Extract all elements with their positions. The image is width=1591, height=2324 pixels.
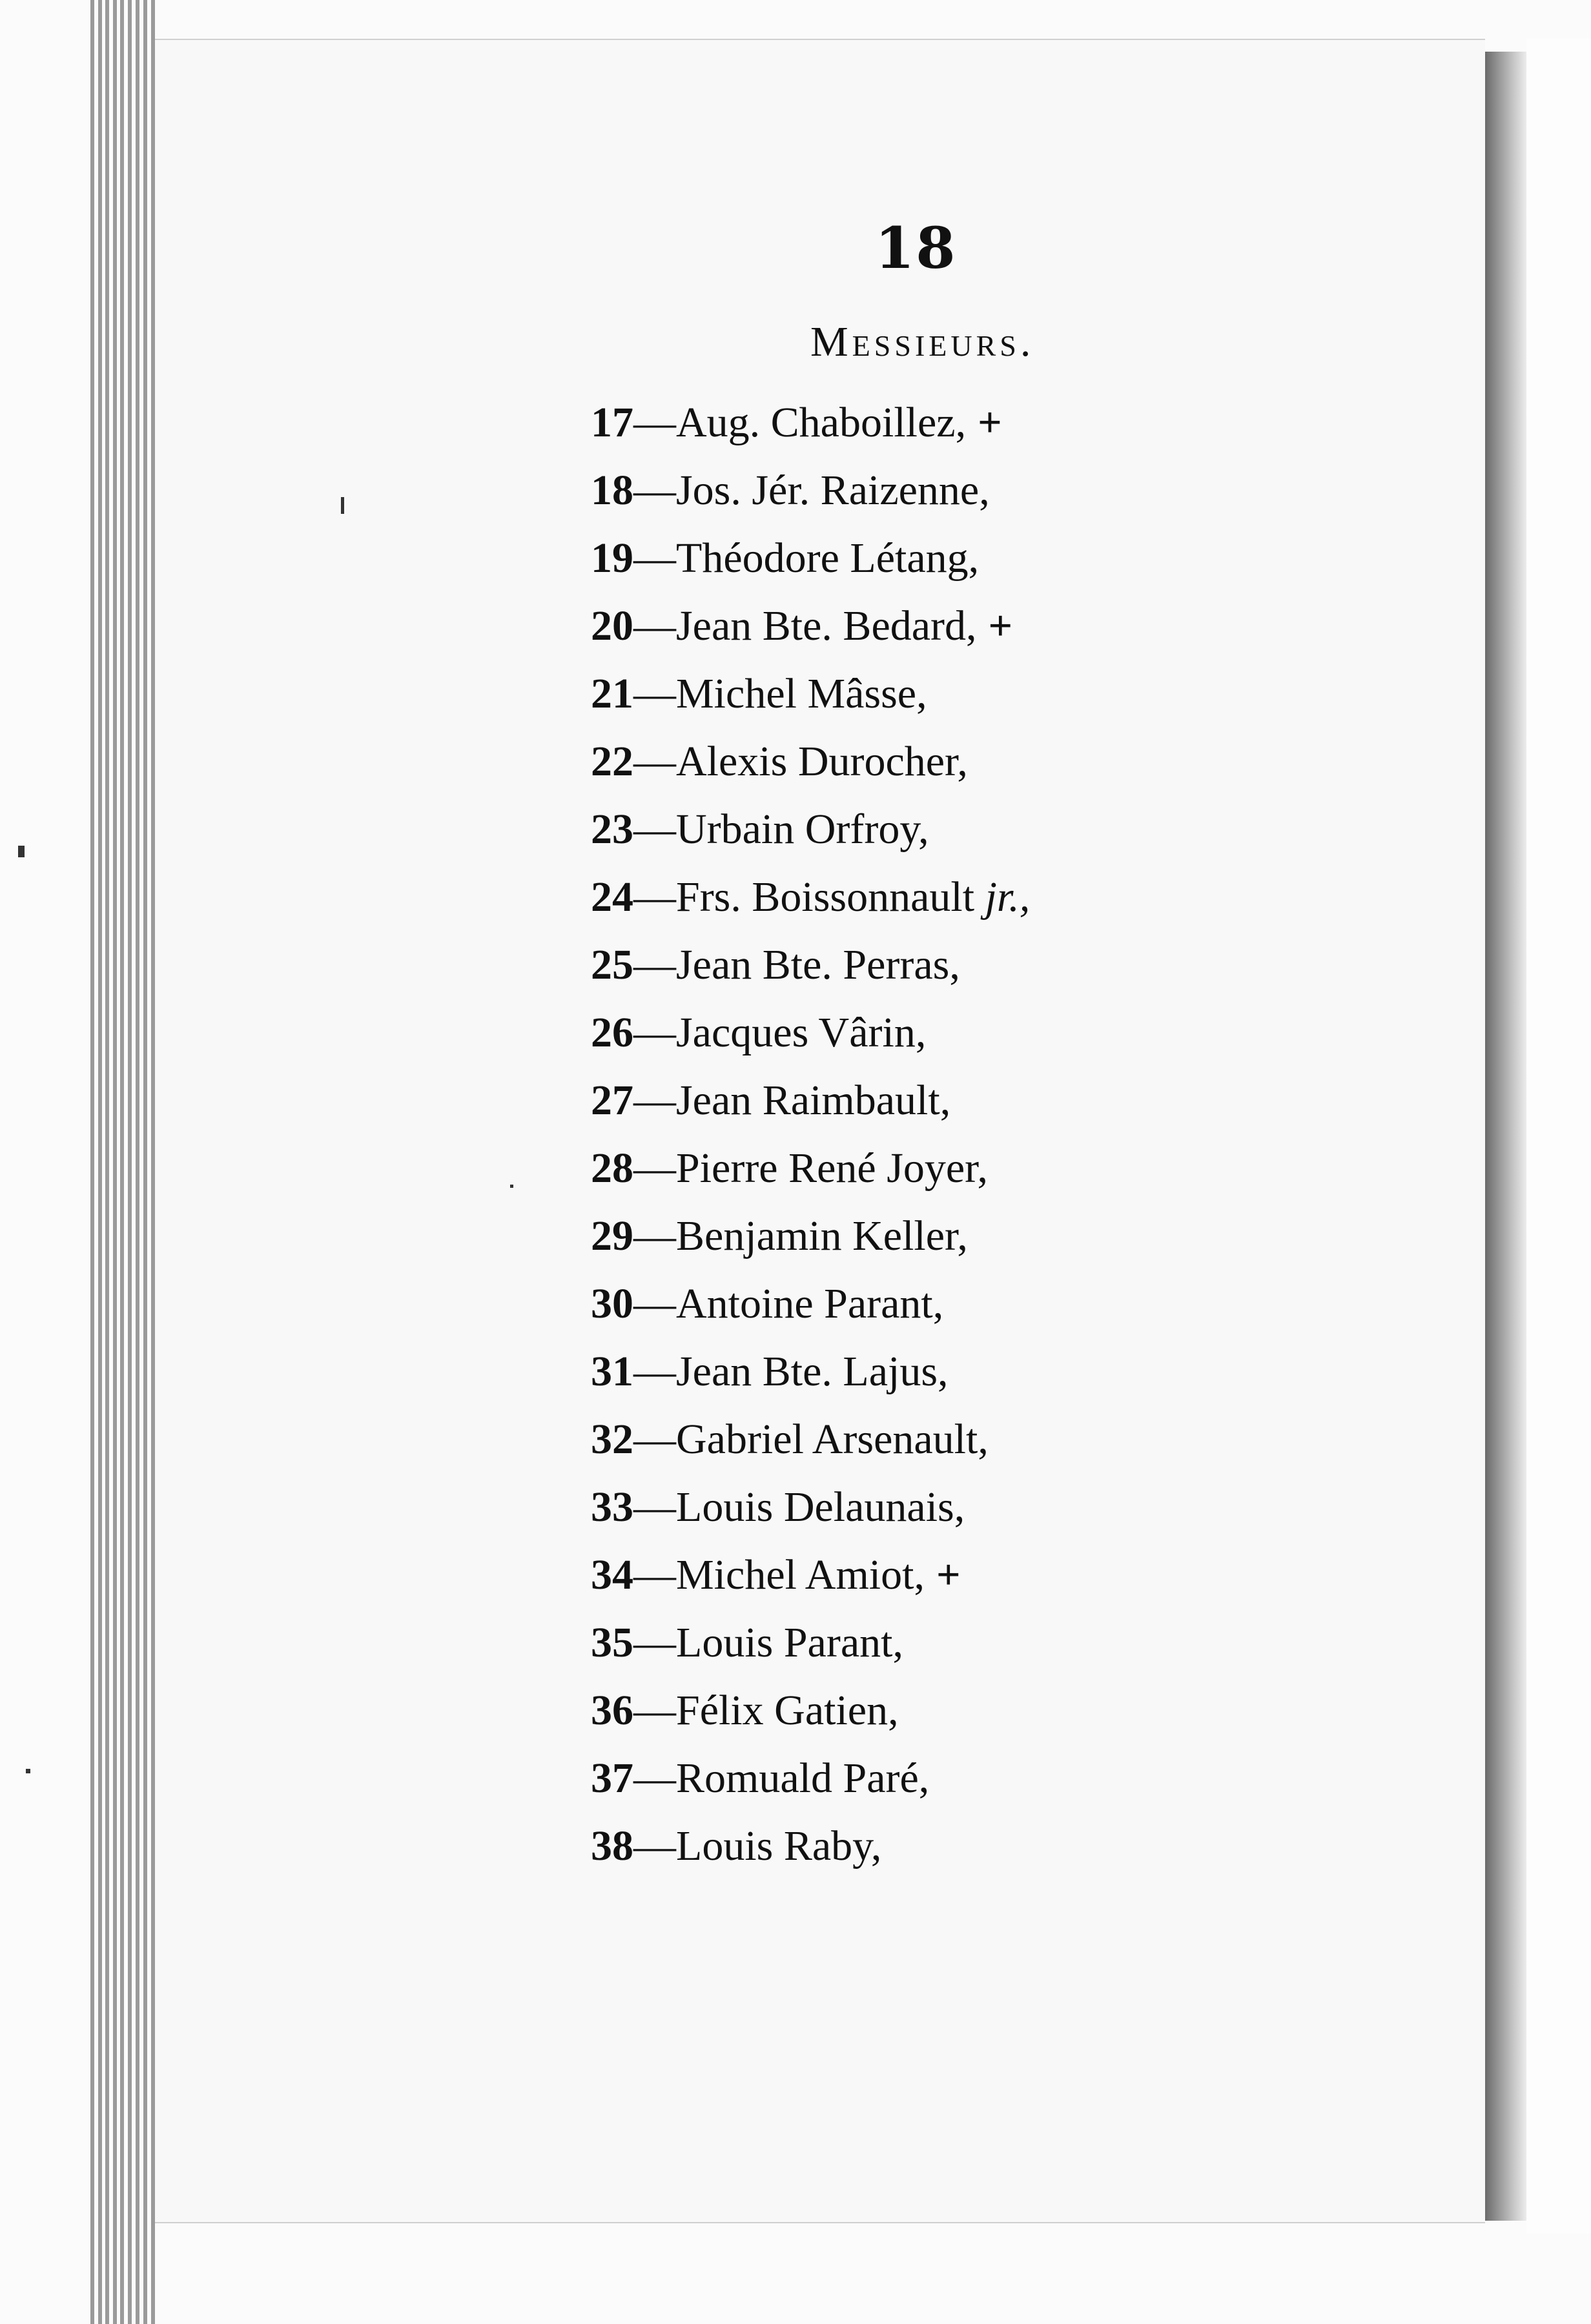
list-entry [591,1338,1430,1405]
cross-mark: + [978,399,1002,446]
list-entry [591,1744,1430,1812]
entry-number: 30 [591,1280,633,1327]
entry-name: Jos. Jér. Raizenne, [676,467,990,514]
page-edge-line [98,0,102,2324]
entry-dash: — [633,738,676,785]
entry-name: Benjamin Keller, [676,1212,968,1259]
entry-suffix: jr., [985,873,1031,921]
entry-number: 36 [591,1687,633,1734]
entry-number: 20 [591,602,633,649]
entry-name: Michel Amiot, [676,1551,925,1598]
page-edge-line [113,0,117,2324]
entry-number: 29 [591,1212,633,1259]
entry-name: Louis Raby, [676,1822,882,1870]
entry-number: 24 [591,873,633,921]
entry-number: 37 [591,1755,633,1802]
entry-name: Frs. Boissonnault [676,873,975,921]
list-entry [591,795,1430,863]
entry-number: 19 [591,535,633,582]
entry-number: 33 [591,1483,633,1531]
list-entry [591,1066,1430,1134]
page-edge-line [90,0,94,2324]
entry-number: 18 [591,467,633,514]
cross-mark: + [988,602,1013,649]
facing-page-margin [1526,39,1591,2234]
entry-dash: — [633,1551,676,1598]
list-entry [591,1609,1430,1677]
cross-mark: + [936,1551,961,1598]
entry-name: Jean Bte. Bedard, [676,602,977,649]
entry-name: Jean Raimbault, [676,1077,951,1124]
list-entry [591,456,1430,524]
list-entry [591,1202,1430,1270]
book-binding-edges [0,0,161,2324]
list-entry [591,1473,1430,1541]
entry-name: Pierre René Joyer, [676,1145,989,1192]
list-entry [591,660,1430,728]
page-edge-line [120,0,124,2324]
list-heading: Messieurs. [810,318,1035,365]
page-edge-line [143,0,147,2324]
entry-dash: — [633,1212,676,1259]
entry-name: Louis Parant, [676,1619,903,1666]
entry-dash: — [633,873,676,921]
entry-name: Aug. Chaboillez, [676,399,967,446]
list-entry [591,863,1430,931]
page-number: 18 [875,214,957,281]
entry-number: 27 [591,1077,633,1124]
entry-dash: — [633,467,676,514]
names-list [591,389,1430,1880]
entry-number: 34 [591,1551,633,1598]
entry-name: Jacques Vârin, [676,1009,927,1056]
entry-number: 32 [591,1416,633,1463]
list-entry [591,931,1430,999]
entry-name: Louis Delaunais, [676,1483,965,1531]
entry-dash: — [633,1755,676,1802]
list-entry [591,592,1430,660]
entry-dash: — [633,602,676,649]
entry-dash: — [633,941,676,988]
page-edge-line [105,0,109,2324]
list-entry [591,1677,1430,1744]
entry-dash: — [633,670,676,717]
entry-number: 25 [591,941,633,988]
entry-number: 23 [591,806,633,853]
list-entry [591,1541,1430,1609]
entry-number: 22 [591,738,633,785]
list-entry [591,1134,1430,1202]
list-entry [591,728,1430,795]
entry-dash: — [633,1483,676,1531]
entry-number: 26 [591,1009,633,1056]
entry-number: 31 [591,1348,633,1395]
entry-name: Félix Gatien, [676,1687,899,1734]
facing-page-shadow [1485,52,1526,2221]
entry-name: Jean Bte. Lajus, [676,1348,949,1395]
list-entry [591,1405,1430,1473]
page-edge-line [128,0,132,2324]
entry-name: Michel Mâsse, [676,670,927,717]
entry-dash: — [633,399,676,446]
entry-dash: — [633,1822,676,1870]
speck [510,1185,513,1188]
speck [18,846,25,857]
speck [26,1769,30,1773]
entry-number: 21 [591,670,633,717]
page-edge-line [136,0,139,2324]
book-page [155,39,1485,2223]
entry-name: Alexis Durocher, [676,738,968,785]
entry-dash: — [633,1687,676,1734]
speck [341,497,344,514]
list-entry [591,524,1430,592]
entry-dash: — [633,806,676,853]
entry-dash: — [633,1416,676,1463]
entry-dash: — [633,1619,676,1666]
entry-name: Antoine Parant, [676,1280,944,1327]
entry-number: 17 [591,399,633,446]
list-entry [591,389,1430,456]
entry-name: Romuald Paré, [676,1755,930,1802]
list-entry [591,1270,1430,1338]
entry-dash: — [633,1280,676,1327]
entry-number: 28 [591,1145,633,1192]
list-entry [591,999,1430,1066]
entry-name: Urbain Orfroy, [676,806,929,853]
entry-dash: — [633,535,676,582]
entry-dash: — [633,1348,676,1395]
entry-dash: — [633,1145,676,1192]
entry-number: 38 [591,1822,633,1870]
list-entry [591,1812,1430,1880]
entry-name: Théodore Létang, [676,535,980,582]
entry-dash: — [633,1009,676,1056]
entry-name: Gabriel Arsenault, [676,1416,989,1463]
entry-name: Jean Bte. Perras, [676,941,960,988]
entry-number: 35 [591,1619,633,1666]
entry-dash: — [633,1077,676,1124]
